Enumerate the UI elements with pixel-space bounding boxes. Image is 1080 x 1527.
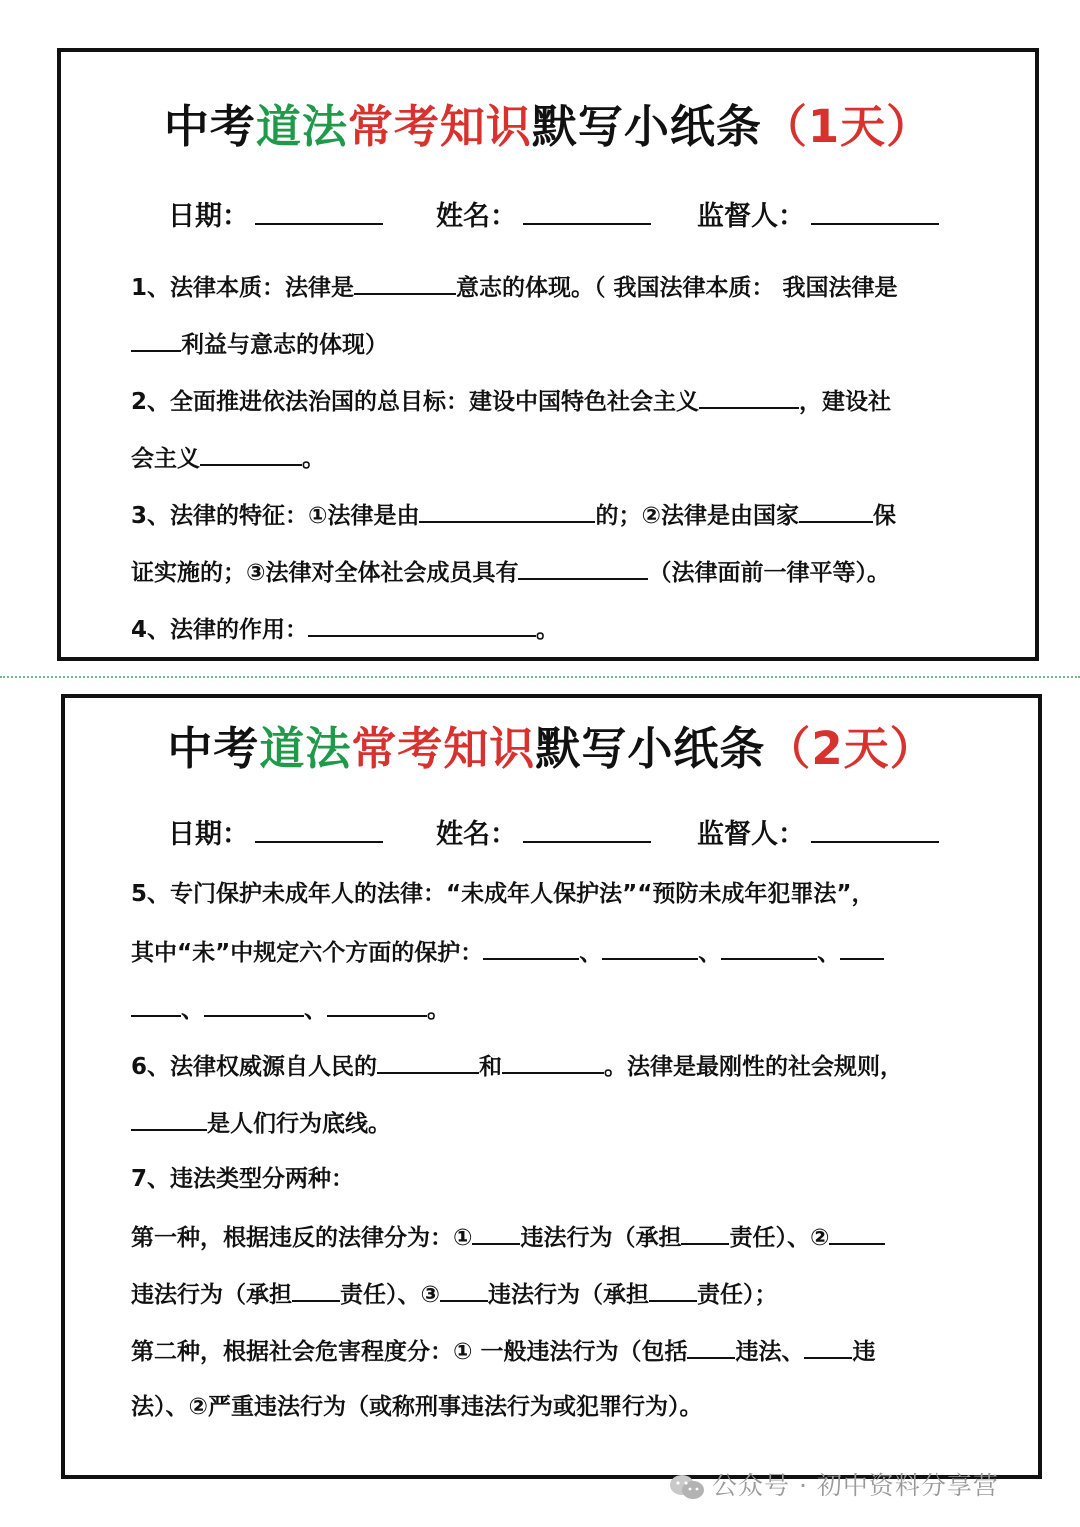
question-line: 6、法律权威源自人民的 和 。法律是最刚性的社会规则， <box>131 1050 903 1082</box>
supervisor-blank[interactable] <box>811 195 939 225</box>
name-blank[interactable] <box>523 195 651 225</box>
answer-blank[interactable] <box>472 1221 520 1245</box>
name-blank[interactable] <box>523 813 651 843</box>
title-part-note: 默写小纸条 <box>531 100 762 153</box>
answer-blank[interactable] <box>804 1335 852 1359</box>
card-title <box>61 90 1035 155</box>
supervisor-label: 监督人： <box>697 819 805 850</box>
answer-blank[interactable] <box>829 1221 885 1245</box>
answer-blank[interactable] <box>131 1107 207 1131</box>
answer-blank[interactable] <box>502 1050 604 1074</box>
answer-blank[interactable] <box>518 556 648 580</box>
name-field <box>436 812 651 851</box>
question-line: 其中“未”中规定六个方面的保护： 、 、 、 <box>131 936 884 968</box>
answer-blank[interactable] <box>354 271 456 295</box>
answer-blank[interactable] <box>721 936 817 960</box>
dictation-card-day2 <box>61 694 1042 1479</box>
answer-blank[interactable] <box>200 442 302 466</box>
info-fields <box>61 194 1035 234</box>
answer-blank[interactable] <box>204 993 304 1017</box>
date-blank[interactable] <box>255 195 383 225</box>
title-part-daofa: 道法 <box>255 100 348 153</box>
answer-blank[interactable] <box>840 936 884 960</box>
question-line: 3、法律的特征：①法律是由 的；②法律是由国家 保 <box>131 499 896 531</box>
title-part-daofa: 道法 <box>259 722 352 775</box>
question-line: 第一种，根据违反的法律分为：① 违法行为（承担 责任）、② <box>131 1221 885 1253</box>
question-line: 2、全面推进依法治国的总目标：建设中国特色社会主义 ，建设社 <box>131 385 891 417</box>
question-line: 利益与意志的体现） <box>131 328 388 360</box>
title-part-zhongkao: 中考 <box>167 722 260 775</box>
answer-blank[interactable] <box>687 1335 735 1359</box>
question-line: 会主义 。 <box>131 442 325 474</box>
question-line: 违法行为（承担 责任）、③ 违法行为（承担 责任）； <box>131 1278 777 1310</box>
answer-blank[interactable] <box>799 499 873 523</box>
card-title <box>65 712 1038 777</box>
title-part-day: （1天） <box>761 100 933 153</box>
date-field <box>168 194 383 233</box>
answer-blank[interactable] <box>649 1278 697 1302</box>
question-line: 、 、 。 <box>131 993 450 1025</box>
date-label: 日期： <box>168 819 249 850</box>
answer-blank[interactable] <box>131 328 181 352</box>
title-part-knowledge: 常考知识 <box>347 100 532 153</box>
supervisor-field <box>697 194 939 233</box>
question-line: 7、违法类型分两种： <box>131 1166 355 1192</box>
watermark-text: 公众号 · 初中资料分享营 <box>712 1471 999 1500</box>
question-line: 4、法律的作用： 。 <box>131 613 559 645</box>
question-line: 第二种，根据社会危害程度分：① 一般违法行为（包括 违法、 违 <box>131 1335 875 1367</box>
title-part-day: （2天） <box>765 722 936 775</box>
date-field <box>168 812 383 851</box>
info-fields <box>65 812 1038 852</box>
answer-blank[interactable] <box>440 1278 488 1302</box>
date-label: 日期： <box>168 201 249 232</box>
question-line: 1、法律本质：法律是 意志的体现。（ 我国法律本质： 我国法律是 <box>131 271 898 303</box>
supervisor-blank[interactable] <box>811 813 939 843</box>
name-label: 姓名： <box>436 819 517 850</box>
question-line: 证实施的；③法律对全体社会成员具有 （法律面前一律平等）。 <box>131 556 890 588</box>
watermark <box>668 1466 999 1502</box>
answer-blank[interactable] <box>327 993 427 1017</box>
dotted-separator <box>0 676 1080 678</box>
answer-blank[interactable] <box>419 499 595 523</box>
name-label: 姓名： <box>436 201 517 232</box>
answer-blank[interactable] <box>308 613 536 637</box>
answer-blank[interactable] <box>699 385 799 409</box>
supervisor-field <box>697 812 939 851</box>
supervisor-label: 监督人： <box>697 201 805 232</box>
answer-blank[interactable] <box>377 1050 479 1074</box>
answer-blank[interactable] <box>131 993 181 1017</box>
question-line: 法）、②严重违法行为（或称刑事违法行为或犯罪行为）。 <box>131 1394 703 1420</box>
answer-blank[interactable] <box>681 1221 729 1245</box>
title-part-zhongkao: 中考 <box>163 100 256 153</box>
answer-blank[interactable] <box>602 936 698 960</box>
dictation-card-day1 <box>57 48 1039 661</box>
wechat-icon <box>668 1473 706 1501</box>
answer-blank[interactable] <box>483 936 579 960</box>
name-field <box>436 194 651 233</box>
title-part-note: 默写小纸条 <box>535 722 766 775</box>
title-part-knowledge: 常考知识 <box>351 722 536 775</box>
question-line: 5、专门保护未成年人的法律：“未成年人保护法”“预防未成年犯罪法”， <box>131 881 875 907</box>
date-blank[interactable] <box>255 813 383 843</box>
answer-blank[interactable] <box>292 1278 340 1302</box>
question-line: 是人们行为底线。 <box>131 1107 391 1139</box>
